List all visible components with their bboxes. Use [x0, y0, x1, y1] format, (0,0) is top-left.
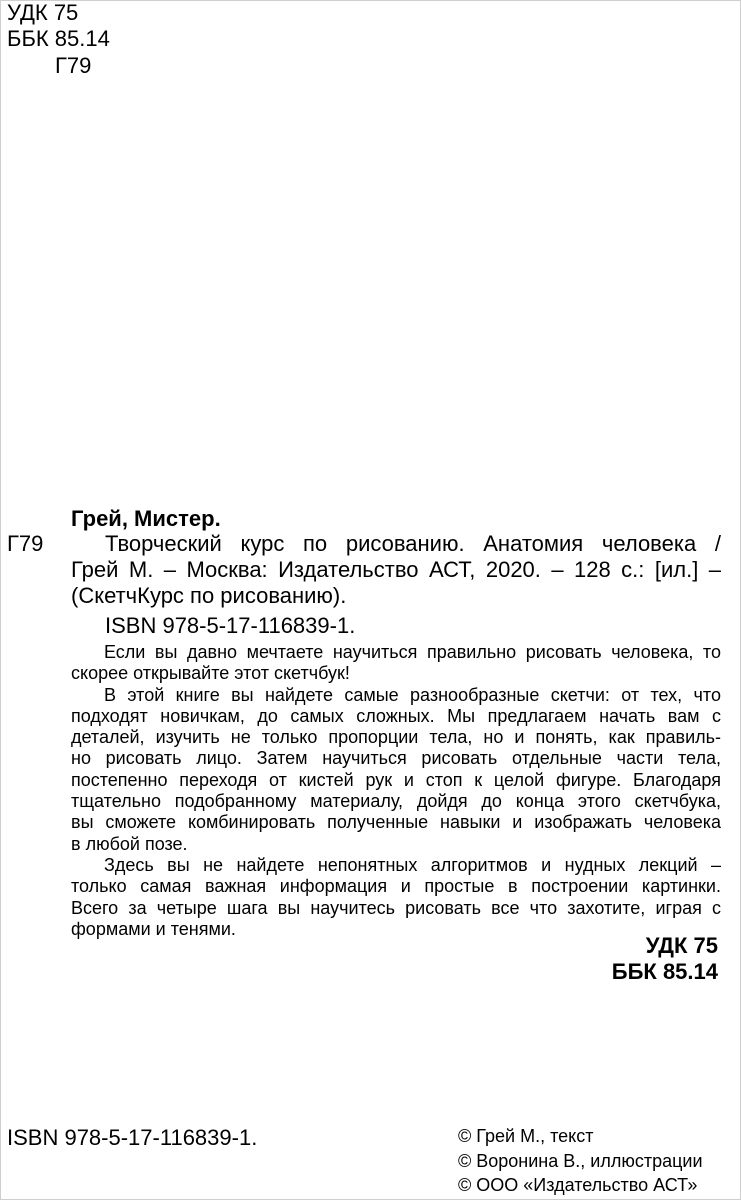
annotation-line: деталей, изучить не только пропорции тела, но и понять, как правиль- — [71, 727, 721, 748]
footer-isbn: ISBN 978-5-17-116839-1. — [7, 1125, 258, 1150]
author-name: Грей, Мистер. — [71, 506, 221, 531]
annotation-line: вы сможете комбинировать полученные навыки и изображать человека — [71, 812, 721, 833]
annotation-line: скорее открывайте этот скетчбук! — [71, 663, 350, 684]
copyright-line: © ООО «Издательство АСТ» — [458, 1175, 698, 1195]
classification-bbk: ББК 85.14 — [611, 959, 718, 984]
annotation-line: Здесь вы не найдете непонятных алгоритмов и нудных лекций – — [104, 854, 721, 875]
copyright-block — [458, 1126, 703, 1200]
annotation-line: только самая важная информация и простые в построении картинки. — [71, 876, 721, 897]
bib-author-sign: Г79 — [7, 531, 44, 556]
bib-isbn: ISBN 978-5-17-116839-1. — [105, 613, 356, 638]
annotation-line: подходят новичкам, до самых сложных. Мы предлагаем начать вам с — [71, 705, 721, 726]
bib-title-line: (СкетчКурс по рисованию). — [71, 583, 347, 608]
copyright-line: © Грей М., текст — [458, 1126, 594, 1146]
annotation-line: но рисовать лицо. Затем научиться рисовать отдельные части тела, — [71, 748, 721, 769]
classification-udk: УДК 75 — [645, 933, 718, 958]
header-udk: УДК 75 — [7, 0, 79, 25]
annotation-line: Если вы давно мечтаете научиться правильно рисовать человека, то — [104, 642, 721, 662]
copyright-line: © Воронина В., иллюстрации — [458, 1150, 703, 1171]
annotation-line: формами и тенями. — [71, 918, 236, 939]
annotation-line: в любой позе. — [71, 833, 188, 854]
annotation-line: В этой книге вы найдете самые разнообразные скетчи: от тех, что — [104, 684, 721, 705]
header-author-sign: Г79 — [55, 53, 92, 78]
header-bbk: ББК 85.14 — [7, 26, 110, 51]
classification-block — [612, 933, 718, 985]
annotation-line: тщательно подобранному материалу, дойдя до конца этого скетчбука, — [71, 791, 721, 812]
annotation-line: постепенно переходя от кистей рук и стоп к целой фигуре. Благодаря — [71, 769, 721, 790]
annotation-line: Всего за четыре шага вы научитесь рисовать все что захотите, играя с — [71, 897, 721, 918]
annotation — [71, 642, 721, 940]
bib-title-line: Грей М. – Москва: Издательство АСТ, 2020. – 128 с.: [ил.] – — [71, 557, 721, 582]
bib-title-line: Творческий курс по рисованию. Анатомия человека / — [105, 531, 721, 556]
bib-title-block — [71, 531, 721, 609]
